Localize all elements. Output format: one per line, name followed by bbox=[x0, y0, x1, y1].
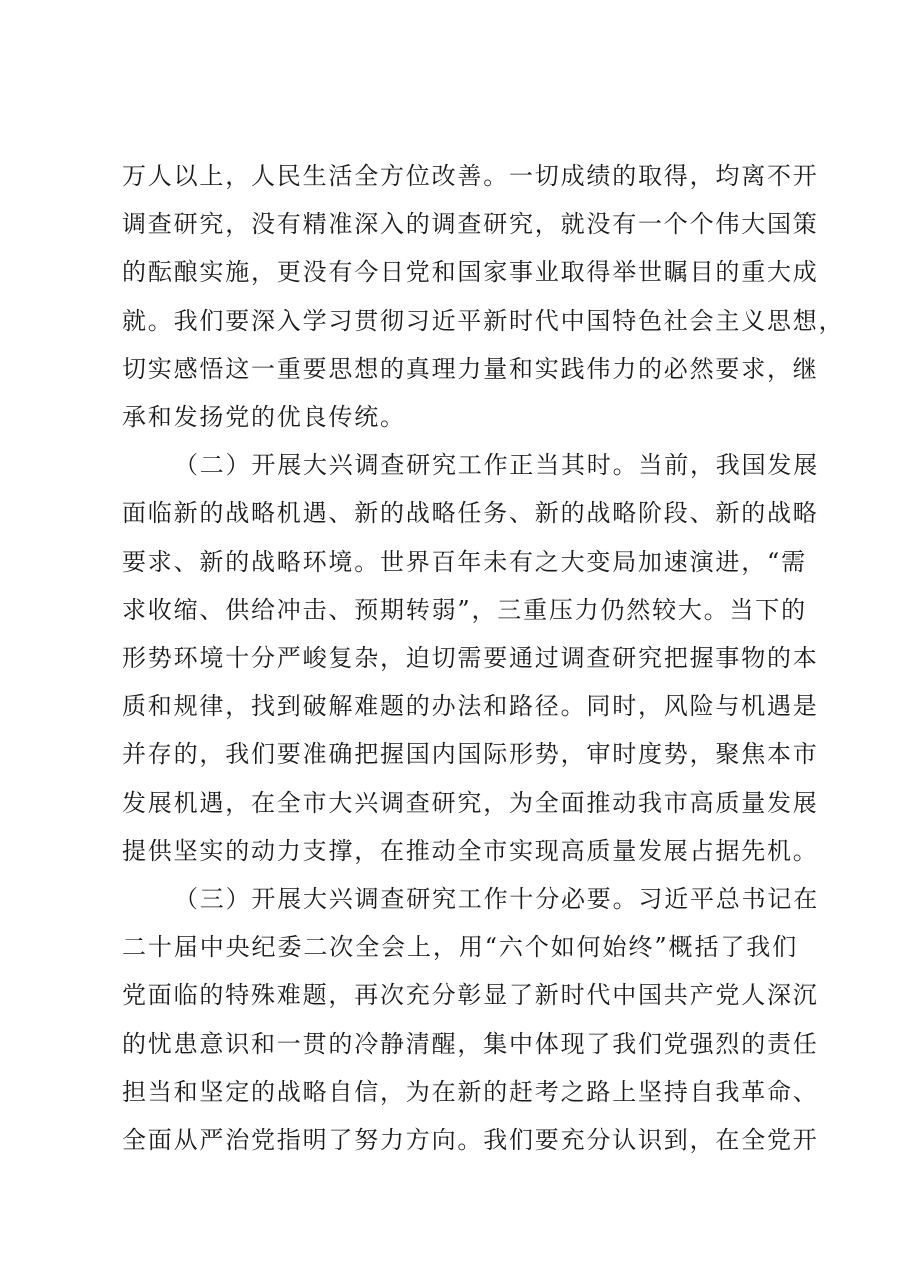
text-line: 要求、新的战略环境。世界百年未有之大变局加速演进，“需 bbox=[122, 547, 807, 576]
text-line: 形势环境十分严峻复杂，迫切需要通过调查研究把握事物的本 bbox=[122, 644, 819, 673]
body-text bbox=[122, 152, 845, 1164]
text-line: （二）开展大兴调查研究工作正当其时。当前，我国发展 bbox=[174, 451, 819, 480]
text-line: 担当和坚定的战略自信，为在新的赶考之路上坚持自我革命、 bbox=[122, 1077, 819, 1106]
text-line: 提供坚实的动力支撑，在推动全市实现高质量发展占据先机。 bbox=[122, 836, 819, 865]
text-line: 全面从严治党指明了努力方向。我们要充分认识到，在全党开 bbox=[122, 1126, 819, 1155]
text-line: 求收缩、供给冲击、预期转弱”，三重压力仍然较大。当下的 bbox=[122, 595, 807, 624]
text-line: 并存的，我们要准确把握国内国际形势，审时度势，聚焦本市 bbox=[122, 740, 819, 769]
text-line: 的酝酿实施，更没有今日党和国家事业取得举世瞩目的重大成 bbox=[122, 258, 819, 287]
text-line: 党面临的特殊难题，再次充分彰显了新时代中国共产党人深沉 bbox=[122, 981, 819, 1010]
text-line: 面临新的战略机遇、新的战略任务、新的战略阶段、新的战略 bbox=[122, 499, 819, 528]
text-line: 发展机遇，在全市大兴调查研究，为全面推动我市高质量发展 bbox=[122, 788, 819, 817]
paragraph-1 bbox=[122, 152, 845, 441]
paragraph-3 bbox=[122, 875, 819, 1164]
text-line: 承和发扬党的优良传统。 bbox=[122, 403, 406, 432]
text-line: 的忧患意识和一贯的冷静清醒，集中体现了我们党强烈的责任 bbox=[122, 1029, 819, 1058]
text-line: （三）开展大兴调查研究工作十分必要。习近平总书记在 bbox=[174, 885, 819, 914]
text-line: 切实感悟这一重要思想的真理力量和实践伟力的必然要求，继 bbox=[122, 354, 819, 383]
text-line: 二十届中央纪委二次全会上，用“六个如何始终”概括了我们 bbox=[122, 933, 798, 962]
paragraph-2 bbox=[122, 441, 819, 875]
text-line: 质和规律，找到破解难题的办法和路径。同时，风险与机遇是 bbox=[122, 692, 819, 721]
text-line: 万人以上，人民生活全方位改善。一切成绩的取得，均离不开 bbox=[122, 162, 819, 190]
text-line: 就。我们要深入学习贯彻习近平新时代中国特色社会主义思想， bbox=[122, 306, 845, 335]
text-line: 调查研究，没有精准深入的调查研究，就没有一个个伟大国策 bbox=[122, 210, 819, 239]
